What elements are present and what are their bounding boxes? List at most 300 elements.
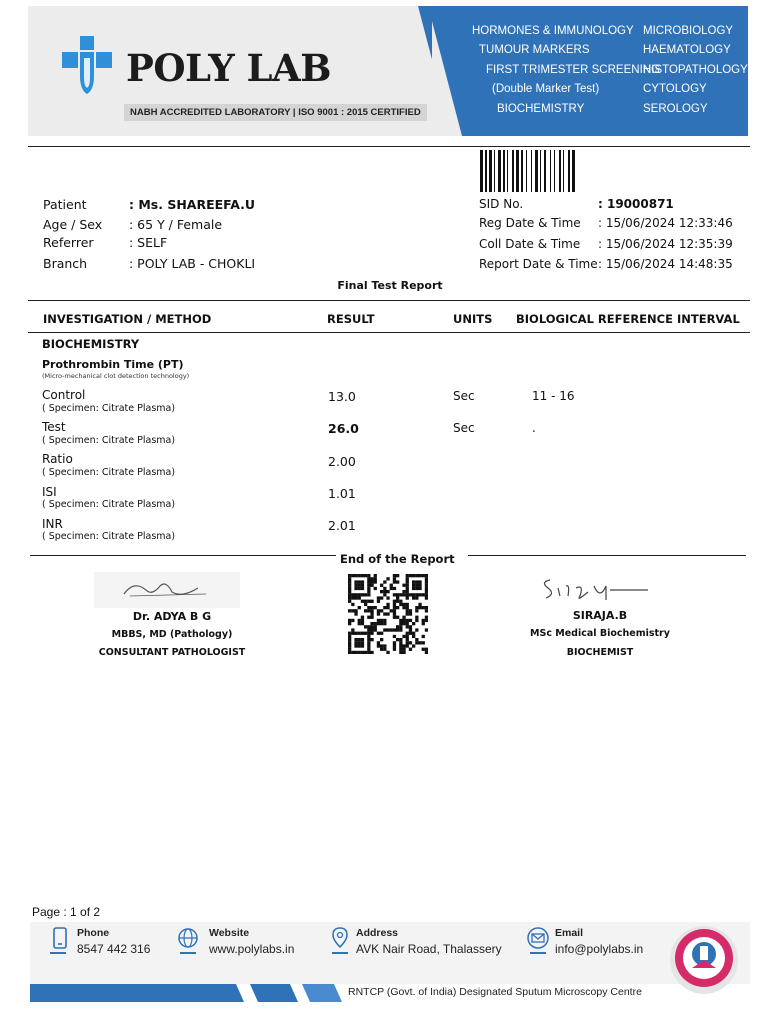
qr-module (406, 580, 409, 583)
qr-module (361, 580, 364, 583)
qr-module (409, 612, 412, 615)
qr-module (399, 641, 402, 644)
qr-module (418, 587, 421, 590)
section-title: BIOCHEMISTRY (42, 337, 140, 351)
row-isi-result: 1.01 (328, 486, 356, 501)
qr-module (348, 596, 351, 599)
qr-module (383, 612, 386, 615)
row-test-specimen: ( Specimen: Citrate Plasma) (42, 435, 176, 446)
qr-module (409, 628, 412, 631)
qr-module (374, 606, 377, 609)
nabh-badge-label: NABH (693, 971, 715, 978)
qr-module (390, 584, 393, 587)
row-inr-name: INR (42, 517, 63, 531)
qr-module (348, 609, 351, 612)
branch-value: : POLY LAB - CHOKLI (129, 256, 256, 271)
barcode-bar (563, 150, 564, 192)
qr-module (386, 590, 389, 593)
qr-module (380, 619, 383, 622)
qr-module (418, 574, 421, 577)
service-left-5: BIOCHEMISTRY (497, 103, 585, 115)
qr-module (380, 638, 383, 641)
qr-module (361, 644, 364, 647)
barcode-bar (526, 150, 527, 192)
row-test-name: Test (42, 420, 66, 434)
qr-module (351, 593, 354, 596)
qr-module (406, 622, 409, 625)
biochemist-designation: BIOCHEMIST (566, 647, 634, 658)
qr-module (348, 577, 351, 580)
divider-header-bottom (28, 332, 750, 333)
qr-module (415, 587, 418, 590)
referrer-value: : SELF (129, 235, 168, 250)
qr-module (412, 593, 415, 596)
qr-module (393, 600, 396, 603)
qr-module (370, 606, 373, 609)
qr-module (380, 609, 383, 612)
qr-module (415, 593, 418, 596)
qr-module (406, 587, 409, 590)
row-control-ref: 11 - 16 (532, 389, 575, 403)
qr-module (402, 606, 405, 609)
barcode-bar (503, 150, 505, 192)
qr-module (354, 580, 357, 583)
qr-module (418, 603, 421, 606)
qr-module (361, 574, 364, 577)
qr-module (399, 625, 402, 628)
qr-module (409, 648, 412, 651)
qr-module (383, 580, 386, 583)
row-ratio-specimen: ( Specimen: Citrate Plasma) (42, 467, 176, 478)
qr-module (396, 580, 399, 583)
qr-module (377, 641, 380, 644)
barcode (480, 150, 646, 192)
patient-name: : Ms. SHAREEFA.U (129, 197, 256, 212)
qr-module (396, 596, 399, 599)
qr-module (377, 609, 380, 612)
qr-module (367, 625, 370, 628)
barcode-bar (507, 150, 508, 192)
col-investigation: INVESTIGATION / METHOD (43, 312, 212, 326)
qr-module (415, 619, 418, 622)
qr-module (361, 619, 364, 622)
qr-module (402, 584, 405, 587)
qr-module (374, 577, 377, 580)
report-date-label: Report Date & Time (479, 257, 598, 271)
qr-module (361, 638, 364, 641)
pathologist-signature (94, 572, 240, 608)
qr-module (402, 603, 405, 606)
email-value: info@polylabs.in (555, 942, 644, 956)
qr-module (361, 641, 364, 644)
qr-module (406, 593, 409, 596)
qr-module (415, 616, 418, 619)
qr-module (409, 632, 412, 635)
email-underline (530, 952, 546, 954)
pathologist-qualification: MBBS, MD (Pathology) (111, 629, 233, 640)
barcode-bar (554, 150, 555, 192)
qr-module (367, 616, 370, 619)
qr-module (358, 596, 361, 599)
qr-module (412, 635, 415, 638)
qr-module (406, 603, 409, 606)
qr-module (425, 574, 428, 577)
qr-module (406, 590, 409, 593)
qr-module (377, 596, 380, 599)
barcode-bar (559, 150, 561, 192)
qr-module (361, 616, 364, 619)
qr-module (406, 632, 409, 635)
qr-module (415, 638, 418, 641)
qr-module (399, 651, 402, 654)
qr-module (386, 606, 389, 609)
qr-module (386, 596, 389, 599)
qr-module (406, 577, 409, 580)
qr-module (393, 616, 396, 619)
qr-module (348, 600, 351, 603)
qr-module (348, 590, 351, 593)
qr-module (361, 632, 364, 635)
qr-module (406, 619, 409, 622)
qr-module (358, 651, 361, 654)
qr-module (358, 641, 361, 644)
page-number: Page : 1 of 2 (32, 905, 101, 919)
address-underline (332, 952, 348, 954)
row-control-result: 13.0 (328, 389, 356, 404)
qr-module (383, 644, 386, 647)
row-inr-result: 2.01 (328, 518, 356, 533)
qr-module (374, 628, 377, 631)
patient-label: Patient (43, 197, 87, 212)
qr-module (367, 644, 370, 647)
qr-module (393, 609, 396, 612)
qr-module (348, 635, 351, 638)
qr-module (364, 574, 367, 577)
coll-date-label: Coll Date & Time (479, 237, 581, 251)
qr-module (409, 593, 412, 596)
row-test-result: 26.0 (328, 421, 359, 436)
qr-module (354, 584, 357, 587)
qr-module (418, 641, 421, 644)
qr-module (374, 574, 377, 577)
qr-module (422, 635, 425, 638)
logo-wordmark: POLY LAB (126, 46, 331, 90)
qr-module (393, 580, 396, 583)
qr-module (393, 641, 396, 644)
qr-module (406, 641, 409, 644)
qr-module (358, 644, 361, 647)
qr-module (348, 593, 351, 596)
qr-module (370, 651, 373, 654)
row-test-unit: Sec (453, 421, 475, 435)
qr-module (406, 638, 409, 641)
coll-date-value: : 15/06/2024 12:35:39 (598, 237, 733, 251)
row-control-unit: Sec (453, 389, 475, 403)
qr-module (425, 590, 428, 593)
qr-module (370, 600, 373, 603)
qr-module (406, 596, 409, 599)
accreditation-strip: NABH ACCREDITED LABORATORY | ISO 9001 : 2015 CERTIFIED (124, 104, 427, 121)
qr-module (348, 644, 351, 647)
barcode-bar (550, 150, 551, 192)
row-test-ref: . (532, 421, 536, 435)
qr-module (348, 638, 351, 641)
website-underline (180, 952, 196, 954)
qr-module (412, 632, 415, 635)
barcode-bar (531, 150, 532, 192)
qr-module (367, 574, 370, 577)
qr-module (370, 584, 373, 587)
qr-module (409, 609, 412, 612)
qr-module (415, 609, 418, 612)
qr-module (358, 580, 361, 583)
qr-module (402, 619, 405, 622)
qr-module (370, 612, 373, 615)
qr-module (367, 609, 370, 612)
qr-module (374, 625, 377, 628)
qr-module (399, 644, 402, 647)
qr-module (402, 635, 405, 638)
qr-module (396, 593, 399, 596)
qr-module (386, 577, 389, 580)
qr-module (390, 587, 393, 590)
age-sex-label: Age / Sex (43, 217, 103, 232)
website-value: www.polylabs.in (209, 942, 295, 956)
qr-module (364, 632, 367, 635)
qr-module (415, 641, 418, 644)
branch-label: Branch (43, 256, 88, 271)
age-sex-value: : 65 Y / Female (129, 217, 223, 232)
col-result: RESULT (327, 312, 375, 326)
qr-module (354, 612, 357, 615)
qr-module (358, 587, 361, 590)
qr-module (358, 584, 361, 587)
qr-module (364, 609, 367, 612)
sid-value: : 19000871 (598, 197, 674, 211)
qr-module (396, 616, 399, 619)
qr-module (399, 628, 402, 631)
referrer-label: Referrer (43, 235, 94, 250)
qr-module (354, 596, 357, 599)
qr-module (415, 584, 418, 587)
qr-module (422, 648, 425, 651)
reg-date-label: Reg Date & Time (479, 216, 581, 230)
qr-module (415, 580, 418, 583)
qr-module (399, 603, 402, 606)
qr-module (370, 632, 373, 635)
pathologist-name: Dr. ADYA B G (132, 610, 212, 623)
qr-module (396, 625, 399, 628)
rntcp-note: RNTCP (Govt. of India) Designated Sputum Microscopy Centre (348, 986, 642, 998)
qr-module (380, 644, 383, 647)
biochemist-signature (536, 570, 656, 604)
qr-module (406, 609, 409, 612)
qr-module (402, 590, 405, 593)
qr-module (402, 644, 405, 647)
qr-module (425, 616, 428, 619)
qr-module (415, 606, 418, 609)
divider-header-top (28, 300, 750, 301)
qr-module (390, 609, 393, 612)
qr-module (374, 580, 377, 583)
qr-module (393, 606, 396, 609)
barcode-bar (540, 150, 541, 192)
qr-module (354, 587, 357, 590)
qr-module (358, 606, 361, 609)
service-left-1: HORMONES & IMMUNOLOGY (472, 25, 634, 37)
qr-module (351, 651, 354, 654)
service-right-5: SEROLOGY (643, 103, 708, 115)
qr-module (406, 612, 409, 615)
qr-module (383, 619, 386, 622)
qr-module (348, 574, 351, 577)
qr-module (425, 580, 428, 583)
qr-module (380, 632, 383, 635)
biochemist-qualification: MSc Medical Biochemistry (530, 628, 670, 639)
qr-module (418, 593, 421, 596)
qr-module (380, 648, 383, 651)
qr-module (377, 622, 380, 625)
barcode-bar (498, 150, 501, 192)
row-ratio-name: Ratio (42, 452, 73, 466)
qr-module (386, 628, 389, 631)
address-value: AVK Nair Road, Thalassery (356, 942, 502, 956)
report-date-value: : 15/06/2024 14:48:35 (598, 257, 733, 271)
qr-module (399, 593, 402, 596)
qr-module (370, 616, 373, 619)
qr-module (351, 619, 354, 622)
qr-module (393, 603, 396, 606)
qr-module (399, 600, 402, 603)
qr-module (425, 648, 428, 651)
qr-module (418, 580, 421, 583)
qr-module (396, 628, 399, 631)
qr-module (367, 577, 370, 580)
qr-module (367, 632, 370, 635)
qr-module (358, 593, 361, 596)
qr-module (422, 606, 425, 609)
qr-module (415, 574, 418, 577)
qr-module (393, 593, 396, 596)
qr-module (348, 632, 351, 635)
qr-module (377, 619, 380, 622)
qr-module (367, 593, 370, 596)
qr-module (354, 644, 357, 647)
qr-module (412, 587, 415, 590)
qr-module (422, 622, 425, 625)
qr-module (393, 644, 396, 647)
qr-module (402, 593, 405, 596)
qr-module (402, 651, 405, 654)
qr-module (354, 638, 357, 641)
qr-module (390, 628, 393, 631)
qr-module (425, 609, 428, 612)
qr-module (412, 584, 415, 587)
qr-module (358, 638, 361, 641)
qr-module (412, 644, 415, 647)
qr-module (367, 587, 370, 590)
qr-module (354, 632, 357, 635)
qr-module (354, 641, 357, 644)
row-inr-specimen: ( Specimen: Citrate Plasma) (42, 531, 176, 542)
qr-module (370, 622, 373, 625)
row-isi-name: ISI (42, 485, 57, 499)
service-left-4: (Double Marker Test) (492, 83, 600, 95)
qr-module (393, 635, 396, 638)
phone-title: Phone (77, 927, 110, 939)
qr-module (425, 606, 428, 609)
qr-module (422, 593, 425, 596)
qr-module (399, 648, 402, 651)
qr-module (367, 648, 370, 651)
qr-module (348, 619, 351, 622)
qr-module (422, 619, 425, 622)
qr-module (386, 651, 389, 654)
qr-module (422, 574, 425, 577)
service-right-3: HISTOPATHOLOGY (643, 64, 748, 76)
qr-module (377, 632, 380, 635)
qr-module (425, 593, 428, 596)
qr-module (367, 600, 370, 603)
qr-module (367, 590, 370, 593)
barcode-bar (535, 150, 538, 192)
qr-module (393, 648, 396, 651)
nabh-badge (668, 924, 740, 996)
qr-module (348, 651, 351, 654)
qr-module (409, 641, 412, 644)
qr-module (396, 574, 399, 577)
qr-module (358, 622, 361, 625)
report-title: Final Test Report (337, 279, 443, 292)
qr-module (348, 622, 351, 625)
qr-module (348, 584, 351, 587)
qr-module (354, 593, 357, 596)
qr-module (364, 603, 367, 606)
biochemist-name: SIRAJA.B (572, 609, 628, 622)
pathologist-designation: CONSULTANT PATHOLOGIST (98, 647, 246, 658)
qr-module (354, 651, 357, 654)
qr-module (422, 641, 425, 644)
qr-module (354, 574, 357, 577)
qr-module (396, 600, 399, 603)
qr-module (418, 606, 421, 609)
qr-module (348, 580, 351, 583)
qr-module (370, 625, 373, 628)
col-reference: BIOLOGICAL REFERENCE INTERVAL (516, 312, 740, 326)
qr-module (409, 619, 412, 622)
qr-module (377, 612, 380, 615)
qr-module (402, 648, 405, 651)
qr-module (383, 628, 386, 631)
qr-module (361, 584, 364, 587)
qr-module (383, 622, 386, 625)
qr-module (367, 584, 370, 587)
email-title: Email (555, 927, 584, 939)
qr-module (406, 574, 409, 577)
test-name: Prothrombin Time (PT) (42, 358, 184, 371)
qr-module (361, 600, 364, 603)
qr-module (351, 609, 354, 612)
qr-module (412, 622, 415, 625)
barcode-bar (516, 150, 519, 192)
qr-module (383, 590, 386, 593)
qr-module (425, 587, 428, 590)
qr-module (380, 590, 383, 593)
qr-module (399, 638, 402, 641)
qr-module (351, 628, 354, 631)
email-icon (526, 926, 550, 950)
qr-module (425, 628, 428, 631)
